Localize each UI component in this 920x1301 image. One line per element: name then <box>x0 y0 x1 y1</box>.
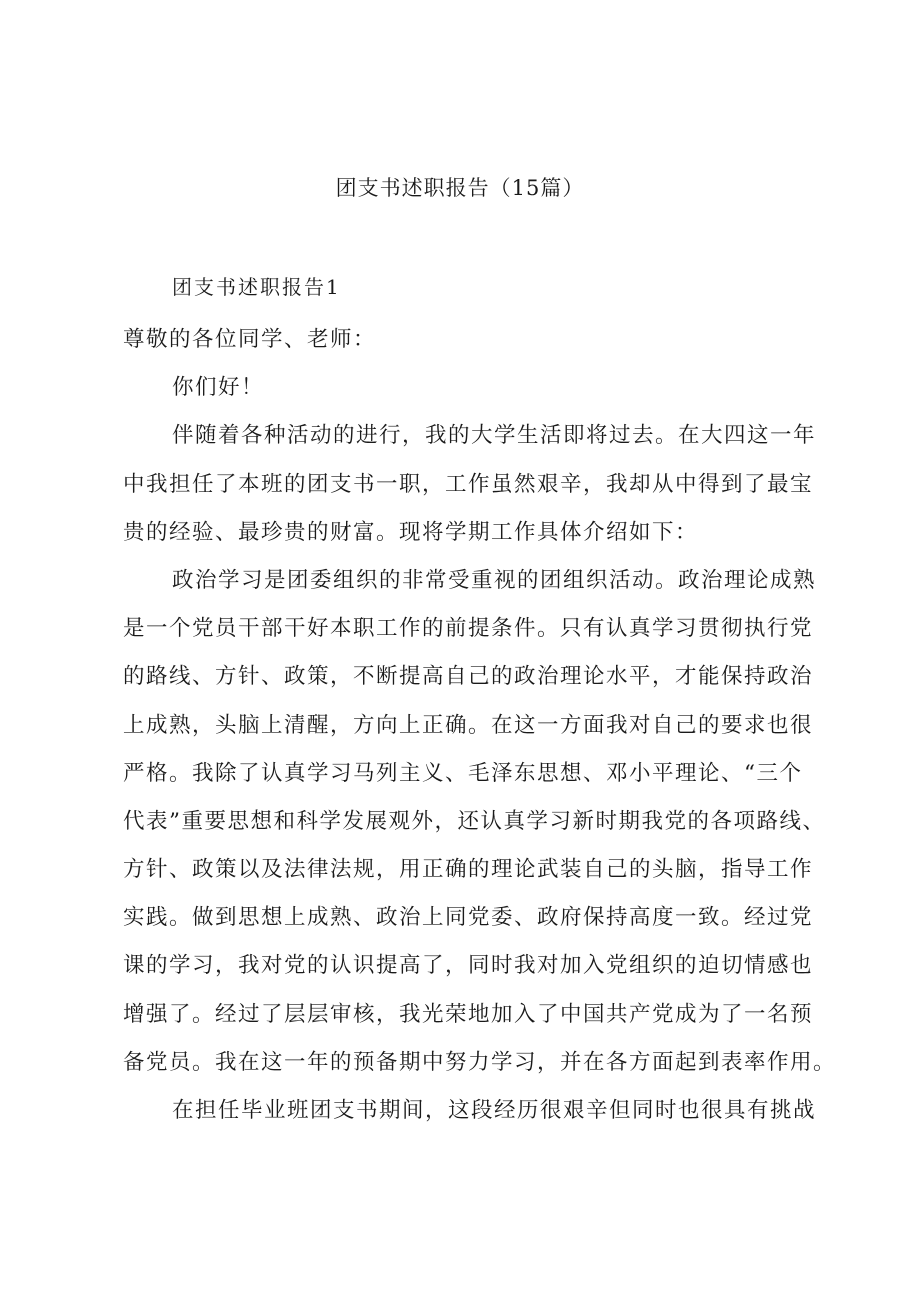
text-line: 课的学习，我对党的认识提高了，同时我对加入党组织的迫切情感也 <box>123 953 814 979</box>
text-line: 的路线、方针、政策，不断提高自己的政治理论水平，才能保持政治 <box>123 664 814 690</box>
text-line: 备党员。我在这一年的预备期中努力学习，并在各方面起到表率作用。 <box>123 1049 837 1075</box>
text-line: 实践。做到思想上成熟、政治上同党委、政府保持高度一致。经过党 <box>123 905 814 931</box>
text-line: 代表”重要思想和科学发展观外，还认真学习新时期我党的各项路线、 <box>123 808 826 834</box>
text-line: 在担任毕业班团支书期间，这段经历很艰辛但同时也很具有挑战 <box>172 1098 817 1123</box>
text-line: 贵的经验、最珍贵的财富。现将学期工作具体介绍如下： <box>123 519 699 545</box>
text-line: 上成熟，头脑上清醒，方向上正确。在这一方面我对自己的要求也很 <box>123 712 814 738</box>
section-heading: 团支书述职报告1 <box>172 275 341 299</box>
text-line: 政治学习是团委组织的非常受重视的团组织活动。政治理论成熟 <box>172 567 817 593</box>
text-line: 方针、政策以及法律法规，用正确的理论武装自己的头脑，指导工作 <box>123 857 814 883</box>
text-line: 增强了。经过了层层审核，我光荣地加入了中国共产党成为了一名预 <box>123 1001 814 1027</box>
text-line: 你们好！ <box>172 375 265 401</box>
text-line: 尊敬的各位同学、老师： <box>123 327 377 352</box>
text-line: 伴随着各种活动的进行，我的大学生活即将过去。在大四这一年 <box>172 423 817 449</box>
text-line: 是一个党员干部干好本职工作的前提条件。只有认真学习贯彻执行党 <box>123 616 814 642</box>
document-title: 团支书述职报告（15篇） <box>335 176 585 200</box>
text-line: 中我担任了本班的团支书一职，工作虽然艰辛，我却从中得到了最宝 <box>123 471 814 497</box>
document-body <box>123 316 837 1135</box>
text-line: 严格。我除了认真学习马列主义、毛泽东思想、邓小平理论、“三个 <box>123 760 803 786</box>
